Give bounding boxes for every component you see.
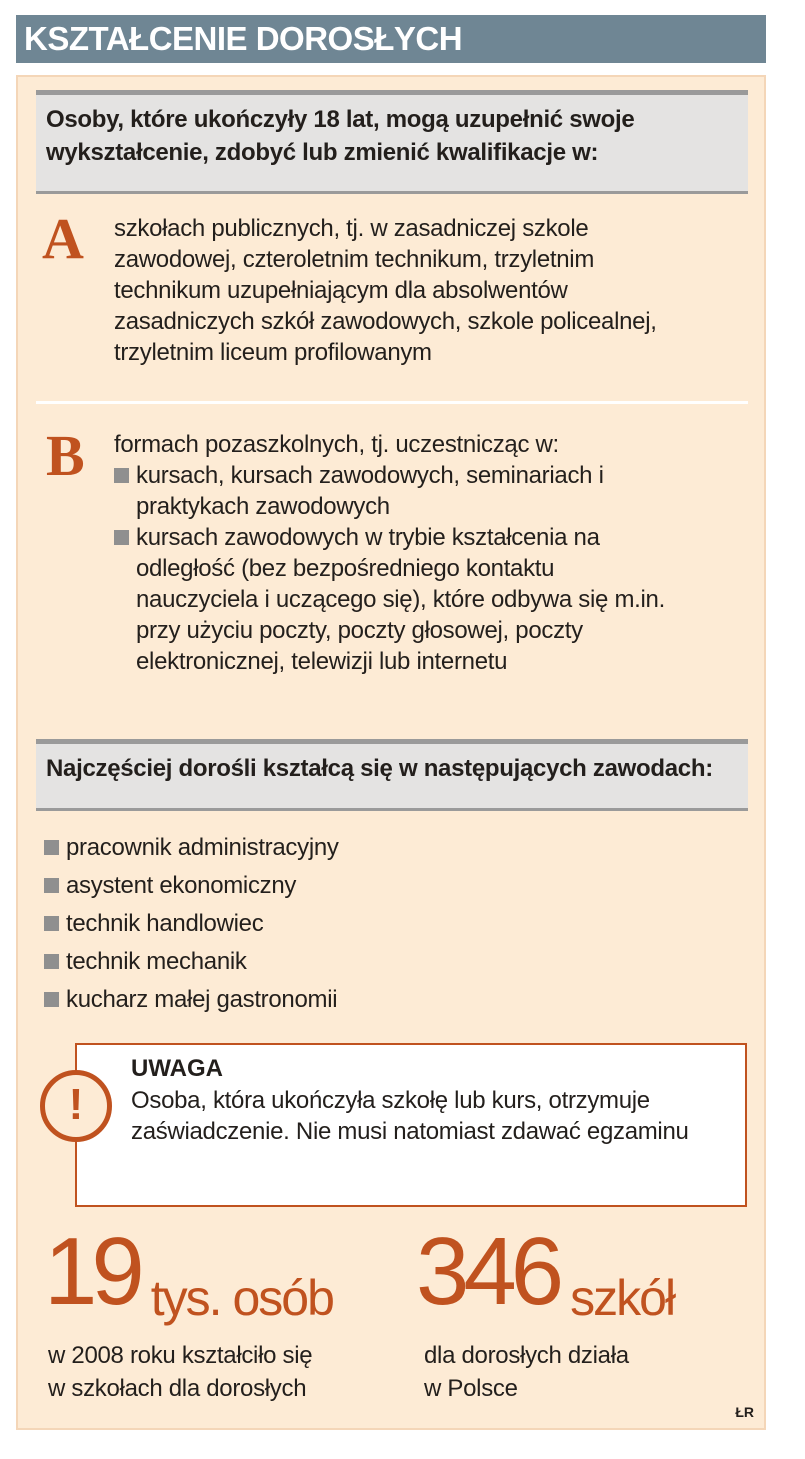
intro-line: Osoby, które ukończyły 18 lat, mogą uzupełnić swoje [46, 106, 635, 133]
page-title: KSZTAŁCENIE DOROSŁYCH [16, 15, 766, 63]
text-line: trzyletnim liceum profilowanym [114, 339, 432, 366]
item-text: technik handlowiec [66, 910, 264, 937]
section-a-text [114, 213, 657, 368]
exclamation-icon: ! [40, 1070, 112, 1142]
warning-text: Osoba, która ukończyła szkołę lub kurs, otrzymuje zaświadczenie. Nie musi natomiast zdawać egzaminu [131, 1087, 689, 1145]
text-line: technikum uzupełniającym dla absolwentów [114, 277, 568, 304]
stat-number: 19 [44, 1218, 139, 1325]
bullet-item [114, 522, 674, 677]
stat-schools-caption [424, 1339, 629, 1405]
item-text: asystent ekonomiczny [66, 872, 297, 899]
professions-heading: Najczęściej dorośli kształcą się w następujących zawodach: [36, 739, 748, 811]
item-text: technik mechanik [66, 948, 247, 975]
section-b-text [114, 429, 674, 677]
text-line: zawodowej, czteroletnim technikum, trzyletnim [114, 246, 595, 273]
caption-line: w szkołach dla dorosłych [48, 1375, 307, 1402]
bullet-text: kursach, kursach zawodowych, seminariach i praktykach zawodowych [136, 462, 604, 520]
bullet-item [114, 460, 674, 522]
caption-line: w 2008 roku kształciło się [48, 1342, 313, 1369]
bullet-square-icon [44, 878, 59, 893]
stat-people [44, 1217, 333, 1327]
text-line: zasadniczych szkół zawodowych, szkole policealnej, [114, 308, 657, 335]
bullet-square-icon [114, 468, 129, 483]
professions-list [44, 829, 339, 1019]
bullet-square-icon [44, 916, 59, 931]
info-panel [16, 75, 766, 1430]
author-credit: ŁR [735, 1404, 754, 1420]
stat-people-caption [48, 1339, 312, 1405]
bullet-square-icon [44, 992, 59, 1007]
text-line: szkołach publicznych, tj. w zasadniczej szkole [114, 215, 589, 242]
item-text: kucharz małej gastronomii [66, 986, 338, 1013]
letter-a: A [42, 206, 84, 271]
bullet-text: kursach zawodowych w trybie kształcenia na odległość (bez bezpośredniego kontaktu nauczyciela i uczącego się), które odbywa się m.in. przy użyciu poczty, poczty głosowej, poczty elektronicznej, telewizji lub internetu [136, 524, 665, 675]
divider [36, 401, 748, 404]
warning-box [75, 1043, 747, 1207]
stat-unit: tys. osób [150, 1270, 333, 1326]
intro-line: wykształcenie, zdobyć lub zmienić kwalifikacje w: [46, 139, 599, 166]
warning-title: UWAGA [131, 1055, 223, 1082]
list-item [44, 943, 339, 981]
list-item [44, 905, 339, 943]
bullet-square-icon [44, 954, 59, 969]
caption-line: dla dorosłych działa [424, 1342, 629, 1369]
bullet-square-icon [114, 530, 129, 545]
bullet-square-icon [44, 840, 59, 855]
intro-box [36, 90, 748, 194]
stat-unit: szkół [570, 1270, 675, 1326]
list-item [44, 981, 339, 1019]
item-text: pracownik administracyjny [66, 834, 339, 861]
list-item [44, 867, 339, 905]
list-item [44, 829, 339, 867]
stat-schools [416, 1217, 674, 1327]
letter-b: B [46, 423, 85, 488]
stat-number: 346 [416, 1218, 559, 1325]
caption-line: w Polsce [424, 1375, 518, 1402]
text-line: formach pozaszkolnych, tj. uczestnicząc w: [114, 431, 559, 458]
